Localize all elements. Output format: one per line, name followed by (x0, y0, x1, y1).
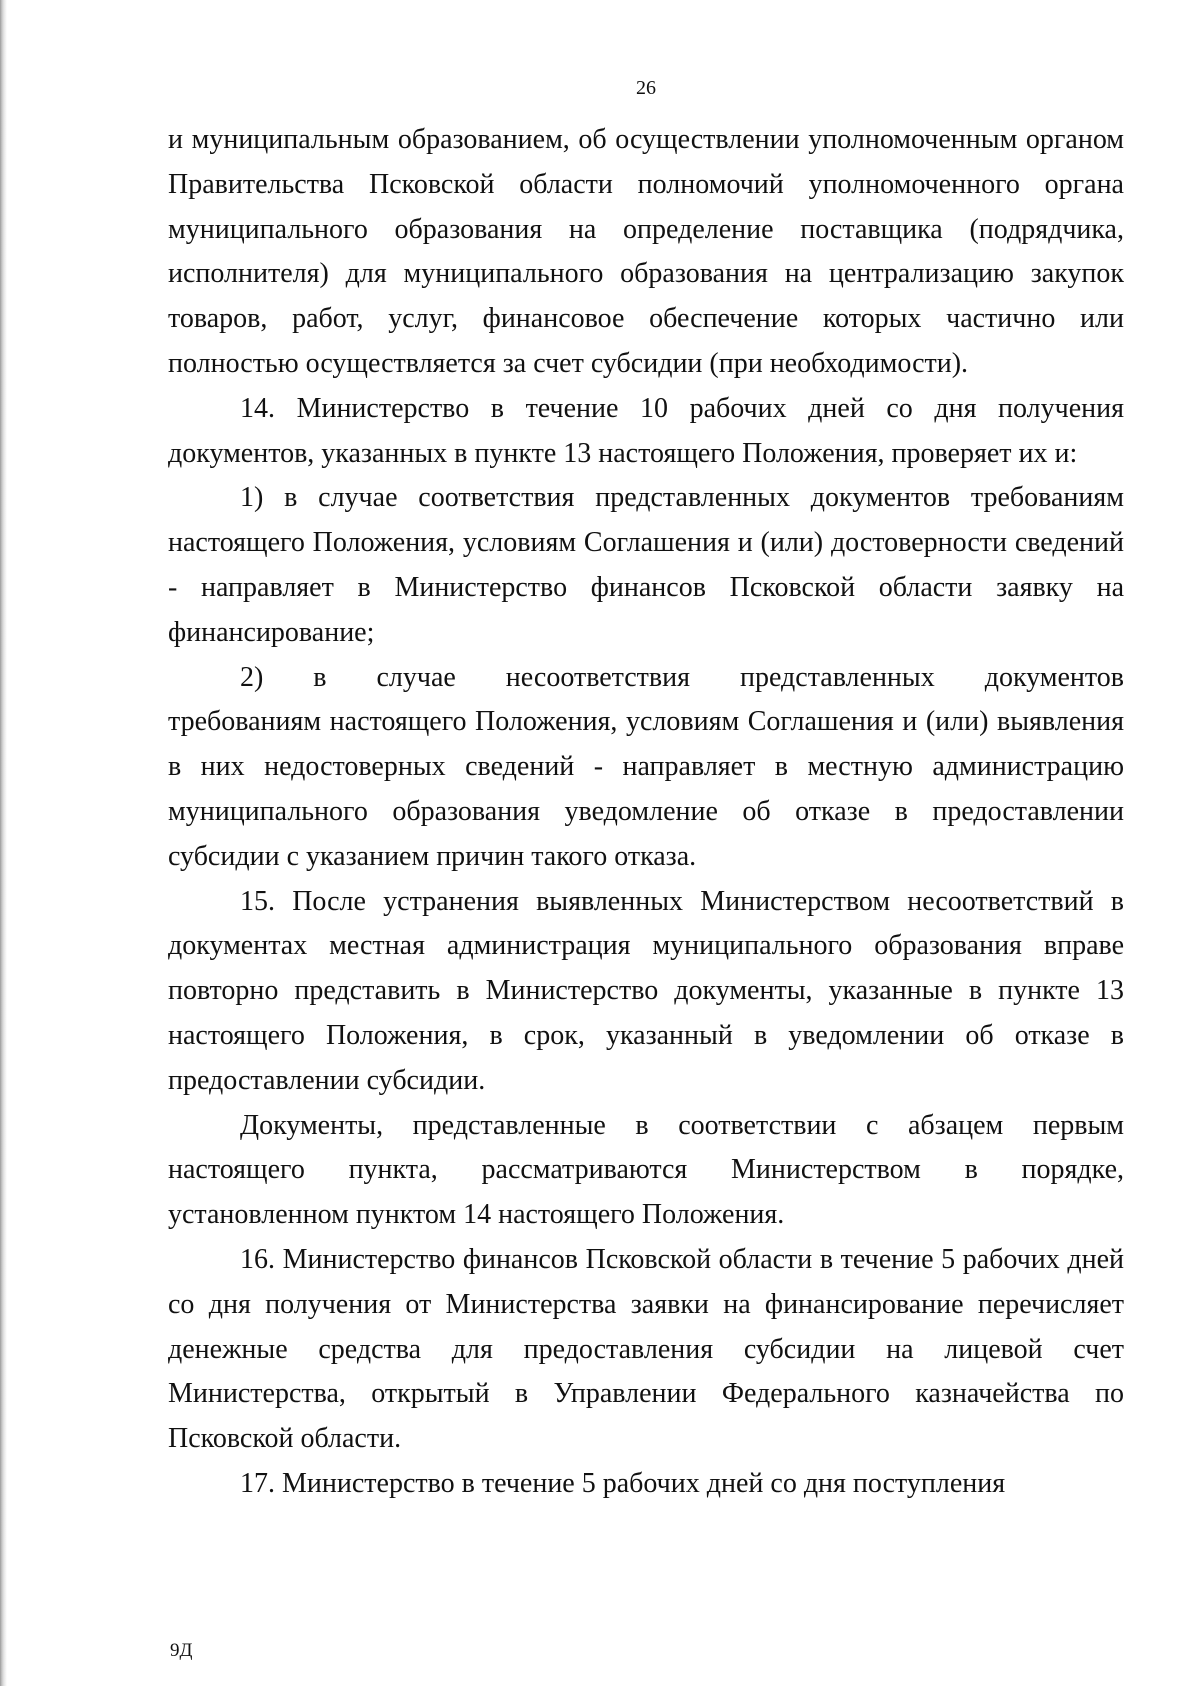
paragraph-subitem-2 (168, 656, 1124, 880)
paragraph-item-15-second: Документы, представленные в соответствии с абзацем первым настоящего пункта, рассматриваются Министерством в порядке, установленном пунктом 14 настоящего Положения. (168, 1109, 1124, 1231)
document-body (168, 118, 1124, 1507)
footer-code: 9Д (170, 1640, 193, 1661)
subitem-2-lead: 2) в случае несоответствия представленных документов (240, 661, 1124, 693)
paragraph-item-14: 14. Министерство в течение 10 рабочих дней со дня получения документов, указанных в пункте 13 настоящего Положения, проверяет их и: (168, 392, 1124, 469)
paragraph-continuation: и муниципальным образованием, об осуществлении уполномоченным органом Правительства Псковской области полномочий уполномоченного органа муниципального образования на определение поставщика (подрядчика, исполнителя) для муниципального образования на централизацию закупок товаров, работ, услуг, финансовое обеспечение которых частично или полностью осуществляется за счет субсидии (при необходимости). (168, 124, 1124, 379)
scan-edge-shadow (0, 0, 7, 1686)
paragraph-item-15: 15. После устранения выявленных Министерством несоответствий в документах местная администрация муниципального образования вправе повторно представить в Министерство документы, указанные в пункте 13 настоящего Положения, в срок, указанный в уведомлении об отказе в предоставлении субсидии. (168, 885, 1124, 1096)
paragraph-item-17: 17. Министерство в течение 5 рабочих дней со дня поступления (240, 1467, 1006, 1499)
subitem-2-rest: требованиям настоящего Положения, условиям Соглашения и (или) выявления в них недостоверных сведений - направляет в местную администрацию муниципального образования уведомление об отказе в предоставлении субсидии с указанием причин такого отказа. (168, 706, 1124, 872)
paragraph-item-16: 16. Министерство финансов Псковской области в течение 5 рабочих дней со дня получения от Министерства заявки на финансирование перечисляет денежные средства для предоставления субсидии на лицевой счет Министерства, открытый в Управлении Федерального казначейства по Псковской области. (168, 1243, 1124, 1455)
page-number: 26 (636, 77, 656, 99)
paragraph-subitem-1: 1) в случае соответствия представленных документов требованиям настоящего Положения, условиям Соглашения и (или) достоверности сведений - направляет в Министерство финансов Псковской области заявку на финансирование; (168, 482, 1124, 648)
